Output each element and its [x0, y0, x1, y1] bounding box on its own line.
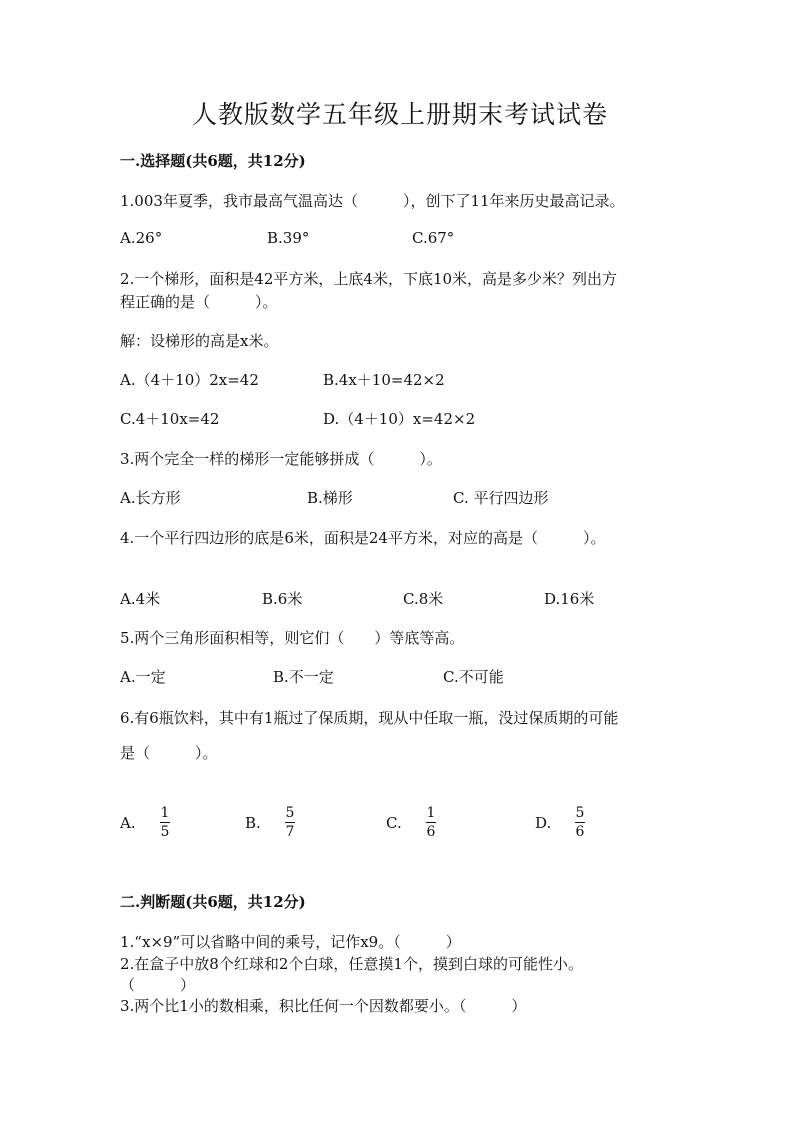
page-title: 人教版数学五年级上册期末考试试卷 [191, 100, 608, 129]
judgement-2-text-line1: 2.在盒子中放8个红球和2个白球，任意摸1个，摸到白球的可能性小。 [120, 955, 583, 973]
question-4-text: 4.一个平行四边形的底是6米，面积是24平方米，对应的高是（ ）。 [120, 529, 606, 547]
question-3-option-b: B.梯形 [307, 489, 353, 507]
question-4-option-b: B.6米 [262, 590, 303, 608]
question-6-option-d-fraction [575, 805, 585, 840]
judgement-3-text: 3.两个比1小的数相乘，积比任何一个因数都要小。（ ） [120, 997, 527, 1015]
fraction-bar [426, 822, 436, 823]
question-2-option-a: A.（4＋10）2x=42 [120, 371, 259, 389]
fraction-denominator: 7 [285, 824, 295, 840]
question-6-option-d-label: D. [535, 814, 552, 832]
fraction-numerator: 5 [575, 805, 585, 821]
section-heading-judgement: 二.判断题(共6题，共12分) [120, 893, 306, 911]
fraction-numerator: 5 [285, 805, 295, 821]
question-4-option-a: A.4米 [120, 590, 161, 608]
question-6-option-a-label: A. [120, 814, 136, 832]
fraction-denominator: 6 [575, 824, 585, 840]
question-6-option-a-fraction [160, 805, 170, 840]
question-1-option-a: A.26° [120, 229, 163, 247]
question-6-text-line1: 6.有6瓶饮料，其中有1瓶过了保质期，现从中任取一瓶，没过保质期的可能 [120, 709, 619, 727]
question-4-option-c: C.8米 [403, 590, 444, 608]
fraction-bar [285, 822, 295, 823]
question-1-text: 1.003年夏季，我市最高气温高达（ ），创下了11年来历史最高记录。 [120, 192, 625, 210]
fraction-denominator: 6 [426, 824, 436, 840]
question-1-option-b: B.39° [267, 229, 310, 247]
question-2-option-d: D.（4＋10）x=42×2 [323, 410, 476, 428]
question-6-option-c-label: C. [386, 814, 402, 832]
question-2-text-line2: 程正确的是（ ）。 [120, 293, 278, 311]
question-5-option-c: C.不可能 [443, 668, 504, 686]
question-3-option-c: C. 平行四边形 [453, 489, 549, 507]
question-2-option-b: B.4x＋10=42×2 [323, 371, 445, 389]
judgement-2-text-line2: （ ） [120, 976, 196, 994]
question-2-solution: 解：设梯形的高是x米。 [120, 332, 279, 350]
fraction-bar [575, 822, 585, 823]
question-4-option-d: D.16米 [544, 590, 595, 608]
fraction-denominator: 5 [160, 824, 170, 840]
question-6-text-line2: 是（ ）。 [120, 744, 218, 762]
question-3-text: 3.两个完全一样的梯形一定能够拼成（ ）。 [120, 450, 442, 468]
question-2-option-c: C.4＋10x=42 [120, 410, 220, 428]
question-6-option-b-label: B. [245, 814, 261, 832]
question-6-option-c-fraction [426, 805, 436, 840]
section-heading-choice: 一.选择题(共6题，共12分) [120, 152, 306, 170]
judgement-1-text: 1.“x×9”可以省略中间的乘号，记作x9。（ ） [120, 933, 461, 951]
fraction-bar [160, 822, 170, 823]
fraction-numerator: 1 [426, 805, 436, 821]
question-6-option-b-fraction [285, 805, 295, 840]
fraction-numerator: 1 [160, 805, 170, 821]
question-5-option-a: A.一定 [120, 668, 166, 686]
question-2-text-line1: 2.一个梯形，面积是42平方米，上底4米，下底10米，高是多少米？列出方 [120, 270, 618, 288]
question-3-option-a: A.长方形 [120, 489, 181, 507]
question-1-option-c: C.67° [412, 229, 455, 247]
question-5-text: 5.两个三角形面积相等，则它们（ ）等底等高。 [120, 629, 465, 647]
question-5-option-b: B.不一定 [273, 668, 334, 686]
